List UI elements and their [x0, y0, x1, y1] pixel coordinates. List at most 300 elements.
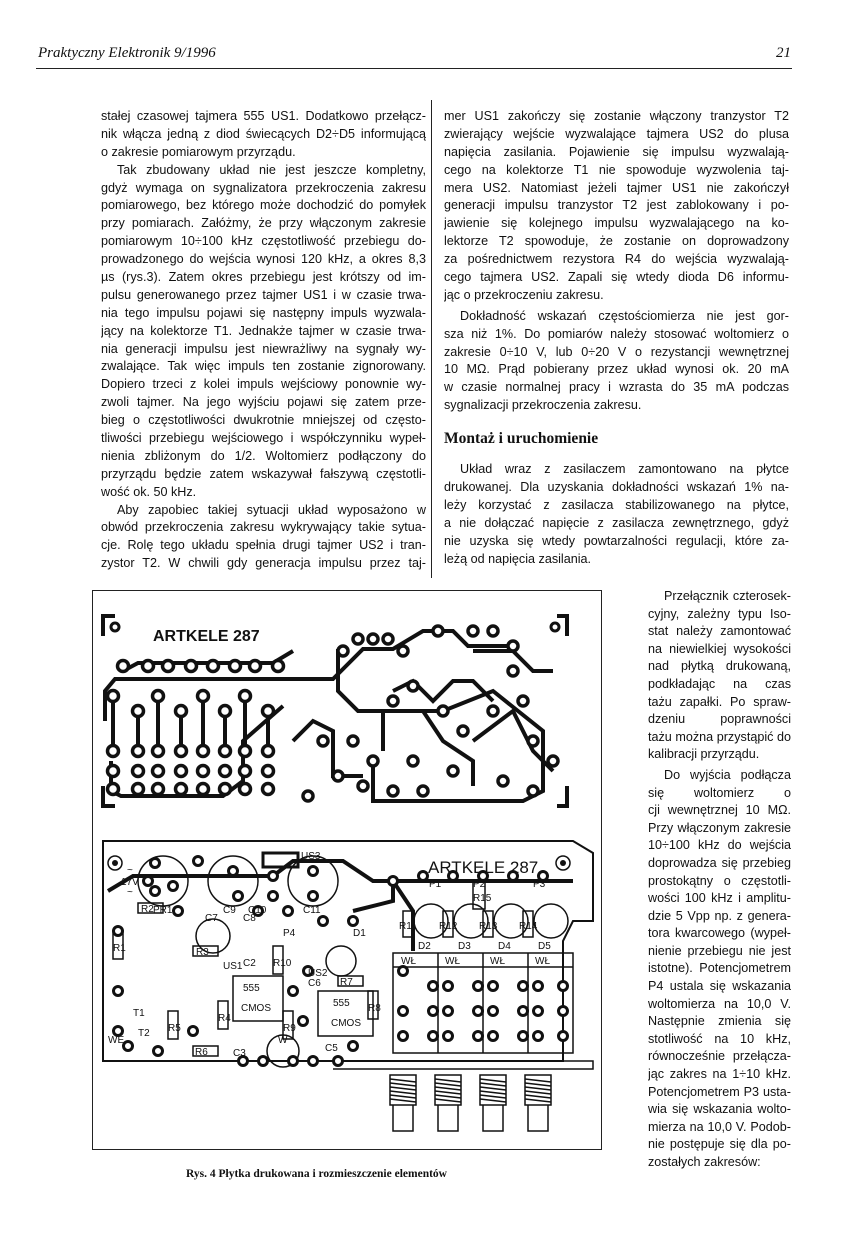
text-line: sza niż 1%. Do pomiarów należy stosować woltomierz o: [444, 326, 789, 341]
component-pad: [489, 982, 498, 991]
component-pad: [189, 1027, 198, 1036]
component-label-v17: 17V: [121, 877, 139, 888]
component-pad: [389, 877, 398, 886]
component-pad: [559, 1032, 568, 1041]
text-line: Potencjometrem P3 usta-: [648, 1084, 791, 1099]
publication-header: Praktyczny Elektronik 9/1996: [38, 45, 216, 61]
pcb-pad: [398, 646, 408, 656]
pcb-pad: [220, 784, 231, 795]
pcb-pad: [198, 746, 209, 757]
component-pad: [319, 917, 328, 926]
component-label-c8: C8: [243, 913, 256, 924]
pcb-pad: [240, 746, 251, 757]
component-label-ac1: ~: [127, 865, 133, 876]
component-label-r14: R14: [519, 921, 538, 932]
component-pad: [399, 1007, 408, 1016]
text-line: jąc zakres na 1÷10 kHz.: [648, 1067, 791, 1082]
component-label-p3: P3: [533, 879, 546, 890]
component-pad: [474, 1007, 483, 1016]
knob-thread: [390, 1095, 416, 1098]
pcb-pad: [388, 786, 398, 796]
text-line: Tak zbudowany układ nie jest jeszcze kompletny,: [117, 162, 426, 177]
pcb-pad: [176, 746, 187, 757]
text-line: wość ok. 50 kHz.: [101, 484, 197, 499]
text-line: kalibracji przyrządu.: [648, 747, 760, 762]
mounting-hole: [112, 860, 118, 866]
text-line: prostokątny o częstotli-: [648, 873, 791, 888]
switch-knobs: [390, 1075, 551, 1131]
component-label-us1: US1: [223, 961, 243, 972]
knob-thread: [525, 1083, 551, 1086]
text-line: jący na kolektorze T1. Jednakże tajmer w czasie trwa-: [101, 323, 426, 338]
pcb-pad: [408, 756, 418, 766]
text-line: woltomierza na 10,0 V.: [648, 996, 791, 1011]
text-line: zwalające. Tak więc impuls ten zostanie zignorowany.: [101, 359, 426, 374]
text-line: stat należy zamontować: [648, 624, 791, 639]
text-line: jąc o przekroczeniu zakresu.: [444, 287, 604, 302]
component-pad: [534, 982, 543, 991]
paragraph: [444, 108, 789, 305]
pcb-pad: [133, 784, 144, 795]
component-label-wl2: WŁ: [445, 956, 460, 967]
text-line: leży korzystać z zasilacza stabilizowanego na płytce,: [444, 497, 789, 512]
text-line: doprowadza się przebieg: [648, 855, 791, 870]
pcb-pad: [518, 696, 528, 706]
text-line: obwód przekroczenia zakresu wykrywający takie sytua-: [101, 520, 426, 535]
component-pad: [169, 882, 178, 891]
text-line: pomiarowego, bez którego może dochodzić do pomyłek: [101, 198, 426, 213]
pcb-bottom-label: ARTKELE 287: [428, 858, 539, 877]
text-line: zystor T2. W chwili gdy generacja impulsu przez taj-: [101, 556, 426, 571]
knob-thread: [480, 1095, 506, 1098]
pcb-pad: [133, 706, 144, 717]
component-label-r10: R10: [273, 958, 292, 969]
component-label-p4: P4: [283, 928, 296, 939]
pcb-pad: [108, 691, 119, 702]
component-pad: [349, 1042, 358, 1051]
knob-thread: [480, 1079, 506, 1082]
pcb-pad: [143, 661, 154, 672]
component-pad: [474, 982, 483, 991]
text-line: na niewielkiej wysokości: [648, 641, 791, 656]
component-label-us3: US3: [301, 851, 321, 862]
component-label-c10: C10: [248, 905, 267, 916]
pcb-pad: [176, 784, 187, 795]
pcb-pad: [230, 661, 241, 672]
component-label-d1: D1: [353, 928, 366, 939]
component-label-ic2b: CMOS: [331, 1018, 361, 1029]
pcb-pad: [153, 784, 164, 795]
component-pad: [519, 1007, 528, 1016]
component-pad: [124, 1042, 133, 1051]
text-line: Następnie zmienia się: [648, 1014, 791, 1029]
pcb-pad: [418, 786, 428, 796]
text-line: lektorze T2 spowoduje, że zostanie on doprowadzony: [444, 234, 789, 249]
pcb-pad: [433, 626, 443, 636]
pcb-pad: [408, 681, 418, 691]
pcb-pad: [240, 784, 251, 795]
text-line: podkładając na czas: [648, 676, 791, 691]
text-line: nia generacji impulsu jest niewrażliwy na sygnały wy-: [101, 341, 426, 356]
component-pad: [519, 1032, 528, 1041]
text-line: o zakresie pomiarowym przyrządu.: [101, 144, 296, 159]
text-line: zwierający wejście wyzwalające tajmera US2 do plusa: [444, 126, 789, 141]
knob-thread: [525, 1099, 551, 1102]
component-label-r15: R15: [473, 893, 492, 904]
pcb-pad: [383, 634, 393, 644]
text-line: Przełącznik czterosek-: [664, 589, 791, 603]
pcb-pad: [108, 766, 119, 777]
text-line: równocześnie przełącza-: [648, 1049, 791, 1064]
knob-thread: [390, 1083, 416, 1086]
knob-thread: [390, 1099, 416, 1102]
pcb-drawing: [93, 591, 601, 1149]
component-label-ic1b: CMOS: [241, 1003, 271, 1014]
text-line: generacji impulsu tranzystor T2 jest zablokowany i po-: [444, 198, 789, 213]
text-line: nie postępuje się dla po-: [648, 1137, 791, 1152]
pcb-pad: [528, 736, 538, 746]
component-label-p2: P2: [473, 879, 486, 890]
knob-thread: [435, 1083, 461, 1086]
pcb-pad: [353, 634, 363, 644]
component-pad: [114, 987, 123, 996]
component-pad: [229, 867, 238, 876]
component-label-r11: R11: [399, 921, 417, 932]
component-label-c2: C2: [243, 958, 256, 969]
text-line: nie uzyska się wtedy powtarzalności regulacji, które za-: [444, 533, 789, 548]
section-heading: Montaż i uruchomienie: [444, 430, 599, 448]
knob-thread: [390, 1087, 416, 1090]
pcb-pad: [508, 666, 518, 676]
switch-knob-cap: [393, 1105, 413, 1131]
pcb-pad: [263, 766, 274, 777]
text-line: nia tego impulsu pojawi się następny impuls wyzwala-: [101, 305, 426, 320]
pcb-pad: [133, 766, 144, 777]
text-line: zakresie 0÷10 V, lub 0÷20 V o rezystancji wewnętrznej: [444, 344, 789, 359]
knob-thread: [480, 1087, 506, 1090]
component-label-c3: C3: [233, 1048, 246, 1059]
text-line: tora kwarcowego (wypeł-: [648, 926, 791, 941]
pcb-pad: [273, 661, 284, 672]
text-line: bieg o częstotliwości dwukrotnie mniejszej od często-: [101, 413, 426, 428]
text-line: mer US1 zakończy się zostanie włączony tranzystor T2: [444, 109, 789, 123]
pcb-pad: [163, 661, 174, 672]
pcb-pad: [448, 766, 458, 776]
pcb-pad: [176, 706, 187, 717]
knob-thread: [435, 1099, 461, 1102]
text-line: wości 100 kHz i amplitu-: [648, 891, 791, 906]
component-pad: [519, 982, 528, 991]
component-pad: [309, 892, 318, 901]
text-line: 10÷100 kHz do wejścia: [648, 838, 791, 853]
component-label-w: W: [278, 1035, 288, 1046]
component-pad: [269, 892, 278, 901]
component-label-r9: R9: [283, 1023, 296, 1034]
knob-thread: [480, 1083, 506, 1086]
component-pad: [309, 867, 318, 876]
mounting-hole: [111, 623, 119, 631]
pcb-pad: [548, 756, 558, 766]
component-label-c7: C7: [205, 913, 218, 924]
component-label-r7: R7: [340, 977, 353, 988]
pcb-pad: [333, 771, 343, 781]
component-pad: [559, 1007, 568, 1016]
component-pad: [114, 927, 123, 936]
pcb-pad: [250, 661, 261, 672]
component-label-r12: R12: [439, 921, 458, 932]
text-line: jawienie się kolejnego impulsu wyzwalającego na ko-: [444, 216, 789, 231]
knob-thread: [525, 1079, 551, 1082]
switch-knob-cap: [483, 1105, 503, 1131]
pcb-pad: [198, 691, 209, 702]
pcb-pad: [240, 766, 251, 777]
paragraph: [444, 461, 789, 568]
component-pad: [534, 1007, 543, 1016]
component-label-pr1: PR1: [153, 905, 173, 916]
component-pad: [419, 872, 428, 881]
pcb-pad: [458, 726, 468, 736]
pcb-pad: [488, 706, 498, 716]
component-label-we: WE: [108, 1035, 125, 1046]
pcb-pad: [498, 776, 508, 786]
text-line: Aby zapobiec takiej sytuacji układ wyposażono w: [117, 502, 426, 517]
pcb-pad: [468, 626, 478, 636]
text-line: stotliwość na 10 kHz,: [648, 1031, 791, 1046]
text-line: się woltomierz o: [648, 785, 791, 800]
text-line: w czasie normalnej pracy i wzrasta do 35 mA podczas: [444, 380, 789, 395]
component-pad: [489, 1032, 498, 1041]
text-line: leżą od napięcia zasilania.: [444, 551, 592, 566]
pcb-pad: [368, 756, 378, 766]
component-label-c6: C6: [308, 978, 321, 989]
text-line: tliwości przebiegu wejściowego i współczynniku wypeł-: [101, 431, 426, 446]
text-line: a nie dołączać napięcie z zasilacza zewnętrznego, gdyż: [444, 515, 789, 530]
component-pad: [559, 982, 568, 991]
text-line: cego na kolektorze T1 nie spowoduje wyzwolenia taj-: [444, 162, 789, 177]
component-pad: [284, 907, 293, 916]
pcb-pad: [176, 766, 187, 777]
knob-thread: [525, 1087, 551, 1090]
pcb-pad: [153, 746, 164, 757]
text-line: tażu zapałki. Po spraw-: [648, 694, 791, 709]
pcb-pad: [220, 766, 231, 777]
component-pad: [144, 877, 153, 886]
component-label-r6: R6: [195, 1047, 208, 1058]
knob-thread: [435, 1087, 461, 1090]
component-pad: [174, 907, 183, 916]
component-pad: [444, 982, 453, 991]
pcb-pad: [388, 696, 398, 706]
component-label-r8: R8: [368, 1003, 381, 1014]
component-label-us2: US2: [308, 968, 328, 979]
text-line: przyrządu będzie zatem wskazywał fałszywą częstotli-: [101, 466, 426, 481]
pcb-pad: [263, 746, 274, 757]
text-line: cego tajmera US2. Zapali się wtedy dioda D6 informu-: [444, 270, 789, 285]
text-line: tażu można przystąpić do: [648, 729, 791, 744]
mounting-hole: [560, 860, 566, 866]
component-pad: [151, 859, 160, 868]
knob-thread: [435, 1091, 461, 1094]
component-pad: [234, 892, 243, 901]
pcb-pad: [198, 766, 209, 777]
text-line: Układ wraz z zasilaczem zamontowano na płytce: [460, 462, 789, 477]
text-line: zwoli tajmer. Na jego wyjściu pojawi się zatem prze-: [101, 395, 426, 410]
component-label-c11: C11: [303, 905, 321, 916]
side-column: [648, 588, 791, 1172]
component-label-c9: C9: [223, 905, 236, 916]
knob-thread: [525, 1095, 551, 1098]
pcb-pad: [263, 706, 274, 717]
knob-thread: [480, 1091, 506, 1094]
component-pad: [309, 1057, 318, 1066]
text-line: istotne). Potencjometrem: [648, 961, 791, 976]
paragraph: [648, 767, 791, 1172]
text-line: napięcia zasilania. Pojawienie się impulsu wyzwalają-: [444, 144, 789, 159]
paragraph: [101, 108, 426, 162]
mounting-hole: [551, 623, 559, 631]
text-line: Przy włączonym zakresie: [648, 820, 791, 835]
component-label-c5: C5: [325, 1043, 338, 1054]
component-pad: [334, 1057, 343, 1066]
component-pad: [194, 857, 203, 866]
text-line: zostałych zakresów:: [648, 1155, 761, 1169]
component-label-ic2: 555: [333, 998, 350, 1009]
component-pad: [259, 1057, 268, 1066]
pcb-pad: [338, 646, 348, 656]
component-pad: [269, 872, 278, 881]
paragraph: [444, 308, 789, 415]
component-pad: [299, 1017, 308, 1026]
text-line: drukowanej. Dla uzyskania dokładności wskazań 1% na-: [444, 480, 789, 495]
pcb-pad: [186, 661, 197, 672]
text-line: cyjny, zależny typu Iso-: [648, 606, 791, 621]
header-divider: [36, 68, 792, 69]
component-pad: [429, 982, 438, 991]
pcb-pad: [153, 766, 164, 777]
pcb-pad: [240, 691, 251, 702]
text-line: nienia zbliżonym do 1/2. Woltomierz podłączony do: [101, 448, 426, 463]
knob-thread: [435, 1079, 461, 1082]
component-label-d5: D5: [538, 941, 551, 952]
pcb-pad: [488, 626, 498, 636]
page-number: 21: [776, 45, 791, 61]
pcb-pad: [303, 791, 313, 801]
text-line: wia się wskazania wolto-: [648, 1102, 791, 1117]
column-divider: [431, 100, 432, 578]
pcb-pad: [153, 691, 164, 702]
component-pad: [399, 967, 408, 976]
pcb-pad: [263, 784, 274, 795]
paragraph: [101, 162, 426, 502]
pcb-pad: [318, 736, 328, 746]
pcb-pad: [220, 746, 231, 757]
component-label-r5: R5: [168, 1023, 181, 1034]
text-line: µs (rys.3). Zatem okres przebiegu jest krótszy od im-: [101, 270, 426, 285]
knob-thread: [435, 1095, 461, 1098]
component-label-d2: D2: [418, 941, 431, 952]
pcb-pad: [118, 661, 129, 672]
component-label-d3: D3: [458, 941, 471, 952]
text-line: prowadzonego do wejścia wynosi 120 kHz, a okres 8,3: [101, 252, 426, 267]
pcb-pad: [108, 784, 119, 795]
pcb-pad: [198, 784, 209, 795]
text-line: Dopiero trzeci z kolei impuls wejściowy ponownie wy-: [101, 377, 426, 392]
component-label-r1: R1: [113, 943, 126, 954]
text-line: pulsu generowanego przez tajmer US1 i w czasie trwa-: [101, 287, 426, 302]
component-pad: [154, 1047, 163, 1056]
component-label-r4: R4: [218, 1013, 231, 1024]
pcb-pad: [133, 746, 144, 757]
knob-thread: [390, 1079, 416, 1082]
pcb-pad: [528, 786, 538, 796]
component-label-d4: D4: [498, 941, 511, 952]
pcb-pad: [438, 706, 448, 716]
component-label-wl4: WŁ: [535, 956, 550, 967]
pcb-pad: [508, 641, 518, 651]
text-line: nad płytką drukowaną,: [648, 659, 791, 674]
switch-knob-cap: [528, 1105, 548, 1131]
pcb-pad: [108, 746, 119, 757]
component-label-t1: T1: [133, 1008, 145, 1019]
component-label-p1: P1: [429, 879, 442, 890]
paragraph: [101, 502, 426, 574]
text-line: P4 ustala się wskazania: [648, 979, 791, 994]
corner-mark: [557, 786, 567, 806]
text-line: 10 MΩ. Prąd pobierany przez układ wynosi ok. 20 mA: [444, 362, 789, 377]
pcb-figure: [92, 590, 602, 1150]
text-line: Dokładność wskazań częstościomierza nie jest gor-: [460, 308, 789, 323]
text-line: cji wewnętrznej 10 MΩ.: [648, 803, 791, 818]
paragraph: [648, 588, 791, 764]
text-line: nienie przebiegu nie jest: [648, 943, 791, 958]
component-pad: [151, 887, 160, 896]
text-line: sygnalizacji przekroczenia zakresu.: [444, 398, 642, 413]
text-line: dzeniu poprawności: [648, 712, 791, 727]
text-line: dzie 5 Vpp np. z genera-: [648, 908, 791, 923]
component-label-r3: R3: [196, 947, 209, 958]
pcb-pad: [220, 706, 231, 717]
figure-caption: Rys. 4 Płytka drukowana i rozmieszczenie elementów: [186, 1168, 447, 1180]
component-pad: [489, 1007, 498, 1016]
knob-thread: [480, 1099, 506, 1102]
component-label-ac2: ~: [127, 887, 133, 898]
component-pad: [429, 1032, 438, 1041]
component-pad: [399, 1032, 408, 1041]
switch-knob-cap: [438, 1105, 458, 1131]
component-pad: [349, 917, 358, 926]
component-pad: [289, 1057, 298, 1066]
knob-thread: [525, 1091, 551, 1094]
component-pad: [444, 1032, 453, 1041]
pcb-pad: [358, 781, 368, 791]
pcb-top-label: ARTKELE 287: [153, 628, 260, 645]
knob-thread: [390, 1091, 416, 1094]
text-line: mierza na 10,0 V. Podob-: [648, 1119, 791, 1134]
component-label-ic1: 555: [243, 983, 260, 994]
text-line: gdyż wymaga on sygnalizatora przekroczenia zakresu: [101, 180, 426, 195]
text-line: przy pomiarach. Załóżmy, że przy włączonym zakresie: [101, 216, 426, 231]
component-pad: [534, 1032, 543, 1041]
pcb-pad: [208, 661, 219, 672]
component-label-wl3: WŁ: [490, 956, 505, 967]
component-label-r13: R13: [479, 921, 498, 932]
component-pad: [444, 1007, 453, 1016]
text-line: pomiarowym 10÷100 kHz częstotliwość przebiegu do-: [101, 234, 426, 249]
pcb-pad: [368, 634, 378, 644]
text-line: cje. Rolę tego układu spełnia drugi tajmer US2 i tran-: [101, 538, 426, 553]
text-line: za pośrednictwem rezystora R4 do wejścia wyzwalają-: [444, 252, 789, 267]
component-pad: [289, 987, 298, 996]
